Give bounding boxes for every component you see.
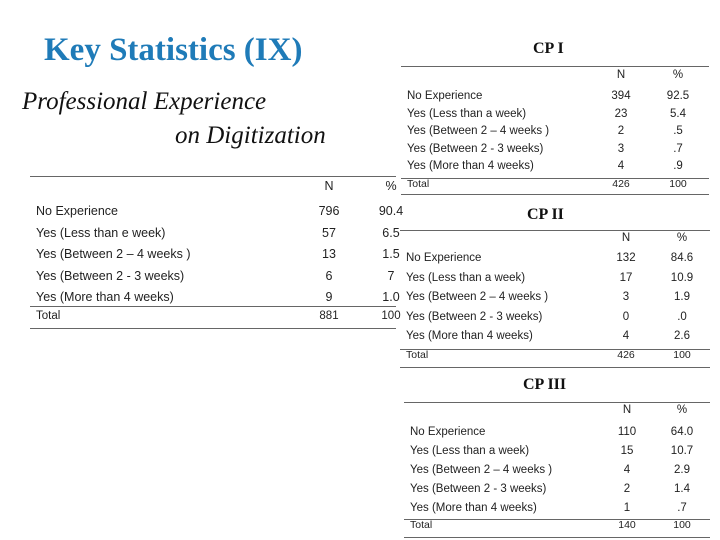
cp2-row-label: Yes (Less than a week) xyxy=(406,271,526,284)
main-row-label: Yes (Between 2 – 4 weeks ) xyxy=(36,247,191,261)
main-row-n: 796 xyxy=(318,204,340,218)
cp1-row-n: 3 xyxy=(617,142,625,155)
cp1-row-n: 394 xyxy=(611,90,631,102)
cp3-row-pct: 1.4 xyxy=(674,483,690,495)
main-total-row xyxy=(30,310,401,330)
cp1-row-label: Yes (Between 2 - 3 weeks) xyxy=(407,142,544,155)
cp2-total-row xyxy=(400,349,710,369)
cp3-row-n: 2 xyxy=(623,483,631,495)
cp2-total-pct: 100 xyxy=(673,349,691,361)
main-row-pct: 90.4 xyxy=(378,204,404,218)
cp3-row-label: No Experience xyxy=(410,426,486,438)
main-total-n: 881 xyxy=(319,310,339,322)
cp2-table-row xyxy=(400,272,710,292)
main-table-row xyxy=(30,290,400,310)
cp1-header-pct: % xyxy=(672,69,684,81)
cp1-row-n: 4 xyxy=(617,160,625,172)
slide-subtitle-line1: Professional Experience xyxy=(22,88,267,115)
cp2-total-label: Total xyxy=(406,349,429,361)
main-row-label: Yes (Between 2 - 3 weeks) xyxy=(36,268,185,283)
cp1-header-n: N xyxy=(616,69,626,81)
main-row-n: 13 xyxy=(322,247,336,261)
cp3-total-label: Total xyxy=(410,519,433,531)
cp2-row-label: No Experience xyxy=(406,252,482,264)
cp1-row-pct: 5.4 xyxy=(670,107,686,120)
cp3-total-n: 140 xyxy=(618,519,636,531)
cp2-row-pct: 10.9 xyxy=(670,271,694,284)
cp2-table-row xyxy=(400,311,710,331)
cp1-row-n: 2 xyxy=(617,125,625,137)
cp2-statistics-table xyxy=(400,230,710,368)
cp1-row-label: Yes (Less than a week) xyxy=(407,107,527,120)
cp2-header-n: N xyxy=(621,232,631,244)
cp1-total-pct: 100 xyxy=(669,178,687,190)
main-header-row xyxy=(30,179,396,199)
cp1-total-label: Total xyxy=(407,178,430,190)
cp3-statistics-table xyxy=(404,402,710,538)
cp2-row-label: Yes (Between 2 - 3 weeks) xyxy=(406,310,543,323)
cp3-header-pct: % xyxy=(676,404,688,416)
main-row-n: 6 xyxy=(325,268,333,283)
cp1-row-label: No Experience xyxy=(407,90,483,102)
cp2-row-n: 17 xyxy=(619,271,633,284)
cp1-header-row xyxy=(401,69,709,89)
main-row-pct: 6.5 xyxy=(382,225,400,240)
main-table-row xyxy=(30,225,400,246)
cp1-row-label: Yes (More than 4 weeks) xyxy=(407,160,534,172)
cp3-total-row xyxy=(404,519,710,539)
cp1-row-pct: .9 xyxy=(673,160,683,172)
main-header-pct: % xyxy=(385,179,397,193)
cp2-label: CP II xyxy=(527,206,564,223)
cp2-row-n: 4 xyxy=(622,330,630,342)
main-row-pct: 1.5 xyxy=(382,247,400,261)
cp1-rule-line xyxy=(401,66,709,67)
cp3-label: CP III xyxy=(523,376,567,393)
cp1-row-pct: 92.5 xyxy=(666,90,690,102)
main-table-row xyxy=(30,247,400,267)
cp3-row-label: Yes (Less than a week) xyxy=(410,445,530,457)
cp1-row-pct: .7 xyxy=(673,142,683,155)
cp3-row-label: Yes (Between 2 – 4 weeks ) xyxy=(410,464,553,476)
cp1-row-pct: .5 xyxy=(673,125,683,137)
main-statistics-table xyxy=(30,176,404,330)
main-row-pct: 7 xyxy=(387,268,395,283)
main-row-label: No Experience xyxy=(36,204,118,218)
cp3-row-pct: 2.9 xyxy=(674,464,690,476)
main-rule-line xyxy=(30,176,396,177)
slide-title: Key Statistics (IX) xyxy=(44,32,303,68)
main-row-n: 57 xyxy=(322,225,336,240)
cp3-row-n: 1 xyxy=(623,502,631,514)
main-total-pct: 100 xyxy=(381,310,401,322)
cp3-row-pct: 64.0 xyxy=(670,426,694,438)
cp3-table-row xyxy=(404,426,710,446)
cp1-row-label: Yes (Between 2 – 4 weeks ) xyxy=(407,125,550,137)
cp1-statistics-table xyxy=(401,66,709,194)
cp2-header-pct: % xyxy=(676,232,688,244)
cp2-table-row xyxy=(400,291,710,311)
cp2-row-pct: 2.6 xyxy=(674,330,690,342)
cp1-table-row xyxy=(401,160,709,180)
cp3-row-pct: .7 xyxy=(677,502,687,514)
cp2-row-pct: 1.9 xyxy=(674,291,690,303)
cp2-total-n: 426 xyxy=(617,349,635,361)
cp2-row-n: 3 xyxy=(622,291,630,303)
main-table-row xyxy=(30,269,396,289)
main-row-label: Yes (More than 4 weeks) xyxy=(36,290,174,304)
cp1-row-n: 23 xyxy=(614,107,628,120)
cp3-table-row xyxy=(404,445,710,465)
cp3-row-n: 4 xyxy=(623,464,631,476)
cp3-row-label: Yes (More than 4 weeks) xyxy=(410,502,537,514)
cp3-row-n: 110 xyxy=(617,426,637,438)
cp3-row-label: Yes (Between 2 - 3 weeks) xyxy=(410,483,547,495)
cp2-row-pct: 84.6 xyxy=(670,252,694,264)
slide-subtitle-line2: on Digitization xyxy=(175,122,326,149)
cp3-table-row xyxy=(404,464,710,484)
cp2-row-n: 0 xyxy=(622,310,630,323)
cp3-row-pct: 10.7 xyxy=(670,445,694,457)
cp2-row-pct: .0 xyxy=(677,310,687,323)
main-header-n: N xyxy=(324,179,334,193)
cp2-row-n: 132 xyxy=(616,252,636,264)
main-total-label: Total xyxy=(36,310,61,322)
cp2-table-row xyxy=(400,330,710,350)
cp3-total-pct: 100 xyxy=(673,519,691,531)
cp3-header-n: N xyxy=(622,404,632,416)
cp3-rule-line xyxy=(404,402,710,403)
cp1-total-n: 426 xyxy=(612,178,630,190)
main-row-n: 9 xyxy=(325,290,333,304)
cp1-total-row xyxy=(401,178,709,198)
cp2-row-label: Yes (Between 2 – 4 weeks ) xyxy=(406,291,549,303)
cp2-rule-line xyxy=(400,230,710,231)
main-row-pct: 1.0 xyxy=(382,290,400,304)
cp2-row-label: Yes (More than 4 weeks) xyxy=(406,330,533,342)
cp2-header-row xyxy=(400,232,710,252)
main-table-row xyxy=(30,204,404,224)
cp2-table-row xyxy=(400,252,710,272)
cp1-label: CP I xyxy=(533,40,564,57)
main-row-label: Yes (Less than e week) xyxy=(36,225,166,240)
cp3-table-row xyxy=(404,483,710,503)
cp3-header-row xyxy=(404,404,710,424)
cp3-row-n: 15 xyxy=(620,445,634,457)
